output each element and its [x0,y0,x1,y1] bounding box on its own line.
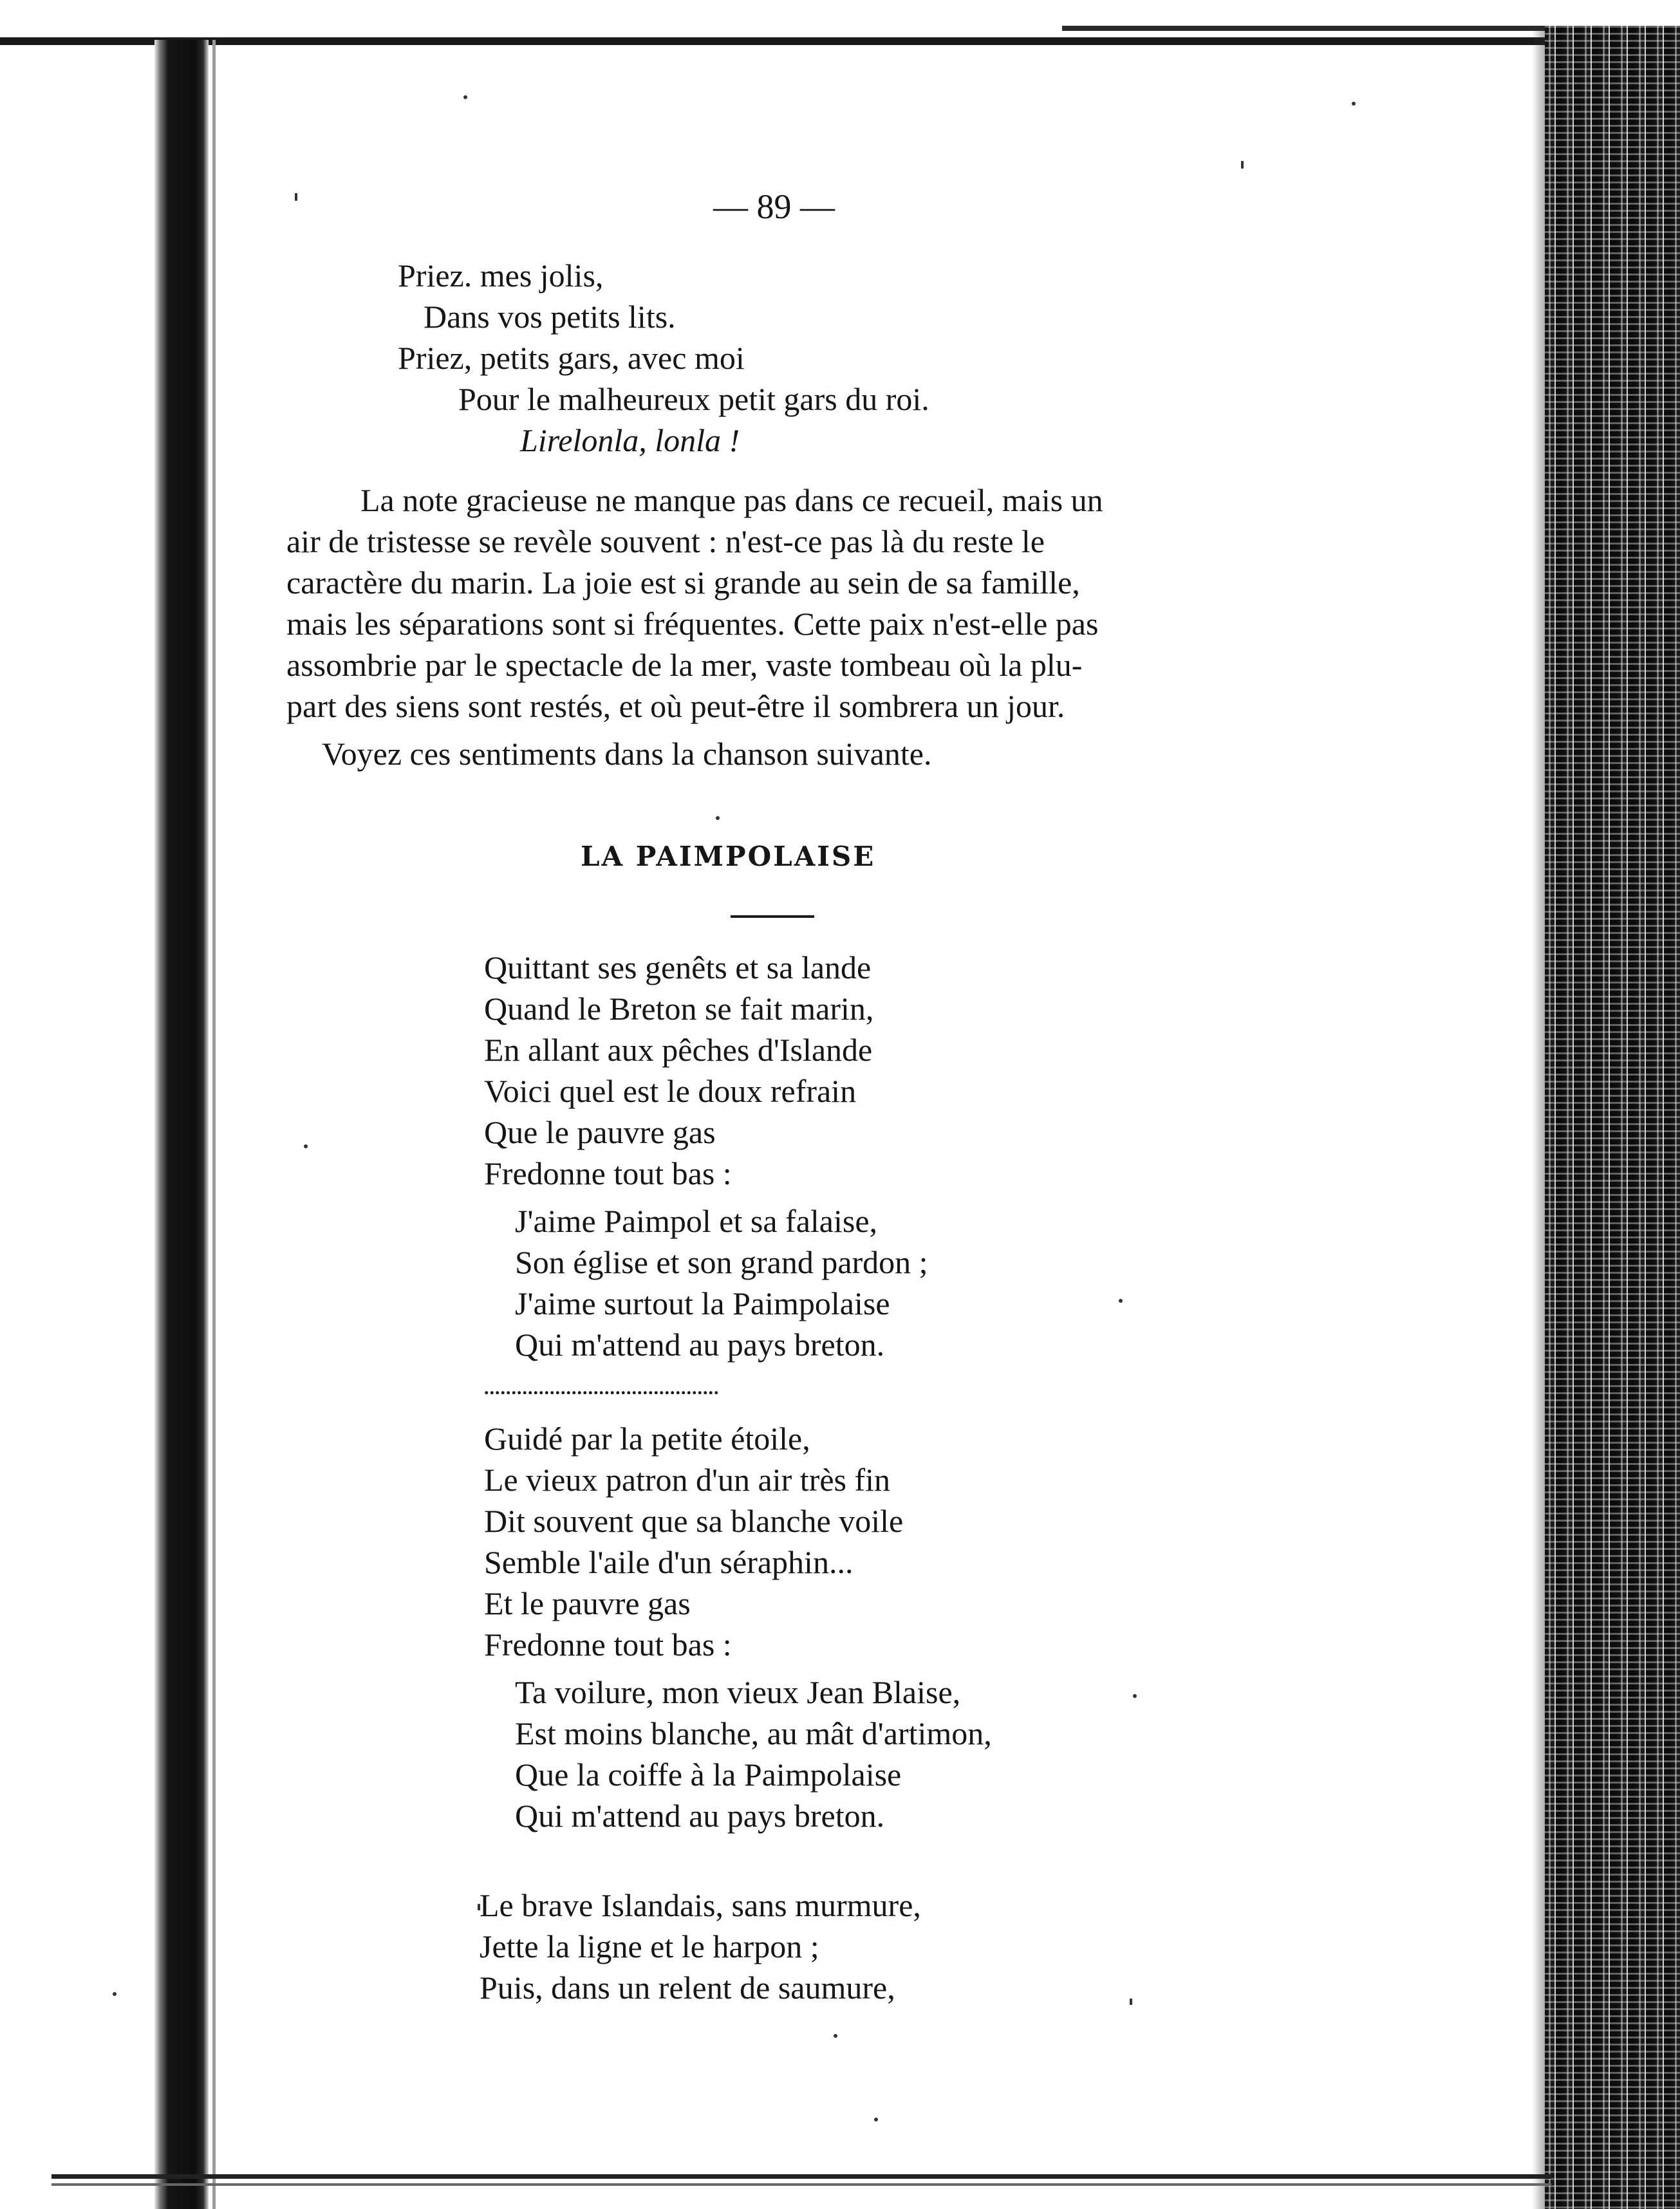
verse-line: Pour le malheureux petit gars du roi. [458,381,929,417]
stanza-line: Le brave Islandais, sans murmure, [480,1887,921,1923]
paragraph-line: caractère du marin. La joie est si grande au sein de sa famille, [286,564,1080,601]
paragraph-line: Voyez ces sentiments dans la chanson suivante. [322,736,932,772]
scan-speck [1133,1694,1137,1698]
refrain-line: J'aime surtout la Paimpolaise [515,1285,890,1321]
verse-line: Priez, petits gars, avec moi [398,340,745,376]
stanza-line: Semble l'aile d'un séraphin... [484,1544,854,1580]
refrain-line: Qui m'attend au pays breton. [515,1327,885,1363]
stanza-line: Et le pauvre gas [484,1585,691,1621]
stanza-line: Jette la ligne et le harpon ; [480,1928,819,1964]
stanza-line: Quittant ses genêts et sa lande [484,949,872,985]
refrain-line: Est moins blanche, au mât d'artimon, [515,1715,992,1751]
refrain-line: Son église et son grand pardon ; [515,1244,928,1280]
refrain-line: J'aime Paimpol et sa falaise, [515,1203,878,1239]
stanza-line: Le vieux patron d'un air très fin [484,1462,891,1498]
stanza-line: Guidé par la petite étoile, [484,1421,810,1457]
paragraph-line: assombrie par le spectacle de la mer, vaste tombeau où la plu- [286,647,1083,683]
refrain-line: Que la coiffe à la Paimpolaise [515,1757,902,1793]
scan-speck [1241,161,1244,169]
book-gutter-shadow [154,40,209,2209]
dotted-separator: ........................................... [484,1377,720,1399]
refrain-line: Qui m'attend au pays breton. [515,1798,885,1834]
scan-speck [1119,1299,1123,1303]
verse-line: Priez. mes jolis, [398,257,604,294]
stanza-line: Voici quel est le doux refrain [484,1073,857,1109]
title-rule [731,915,814,918]
scan-edge-bottom [51,2174,1551,2179]
stanza-line: Puis, dans un relent de saumure, [480,1970,895,2006]
song-title: LA PAIMPOLAISE [581,841,876,872]
paragraph-line: mais les séparations sont si fréquentes. Cette paix n'est-elle pas [286,606,1099,642]
refrain-line: Ta voilure, mon vieux Jean Blaise, [515,1674,961,1710]
scan-edge-top [0,37,1680,45]
scan-speck [834,2034,837,2038]
scan-speck [716,816,720,820]
stanza-line: Dit souvent que sa blanche voile [484,1503,904,1539]
verse-refrain-line: Lirelonla, lonla ! [520,422,740,458]
stanza-line: Que le pauvre gas [484,1114,716,1150]
stanza-line: Fredonne tout bas : [484,1155,732,1191]
scan-speck [295,193,297,201]
gutter-edge-line [212,40,216,2209]
verse-line: Dans vos petits lits. [424,299,676,335]
paragraph-line: part des siens sont restés, et où peut-être il sombrera un jour. [286,688,1065,724]
scan-speck [113,1992,117,1996]
scan-speck [463,95,467,99]
stanza-line: Fredonne tout bas : [484,1626,732,1663]
stanza-line: Quand le Breton se fait marin, [484,991,874,1027]
page-number: — 89 — [713,187,835,226]
paragraph-line: air de tristesse se revèle souvent : n'est-ce pas là du reste le [286,523,1045,559]
scan-speck [1352,102,1356,106]
book-page-edges [1545,26,1680,2209]
scan-speck [304,1144,308,1148]
scan-edge-bottom-2 [51,2183,1551,2186]
paragraph-line: La note gracieuse ne manque pas dans ce recueil, mais un [360,482,1103,518]
scan-speck [874,2118,878,2121]
scan-speck [1130,1999,1132,2005]
stanza-line: En allant aux pêches d'Islande [484,1032,873,1068]
